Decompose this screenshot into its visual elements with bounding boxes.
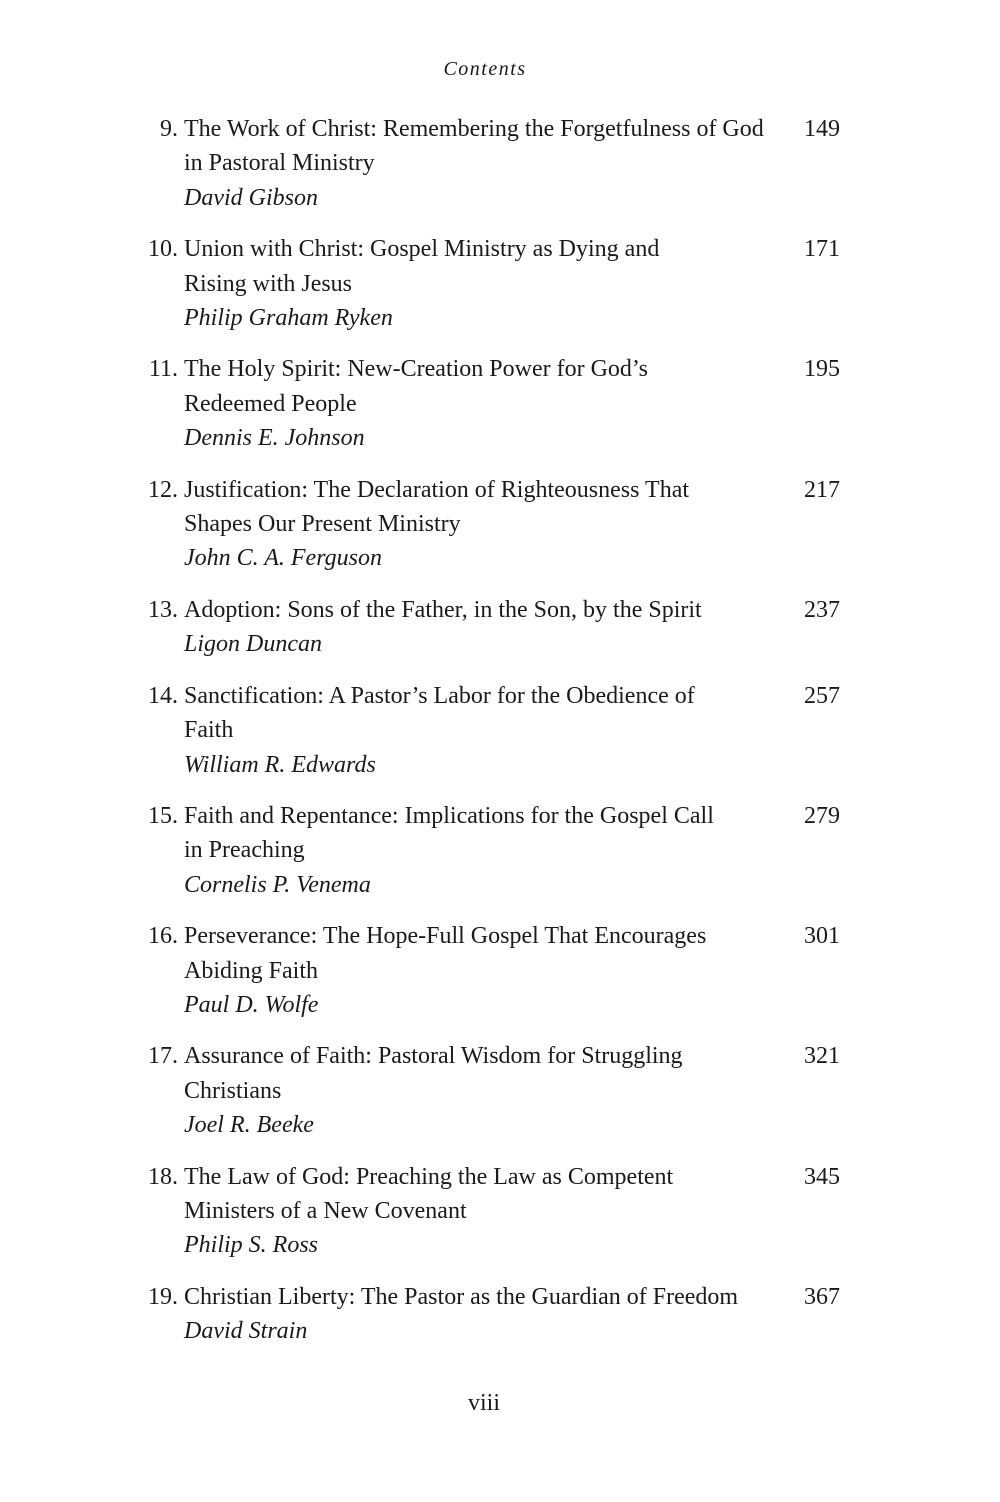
chapter-author: Philip Graham Ryken — [184, 305, 393, 332]
chapter-title: Justification: The Declaration of Righteousness That Shapes Our Present Ministry — [184, 476, 690, 538]
chapter-title: Faith and Repentance: Implications for the Gospel Call in Preaching — [184, 802, 714, 864]
page-number: 367 — [804, 1283, 840, 1310]
page-number: 279 — [804, 802, 840, 829]
toc-entry — [0, 593, 1000, 662]
toc-entry — [0, 473, 1000, 576]
toc-entry — [0, 679, 1000, 782]
toc-entry — [0, 352, 1000, 455]
chapter-title: The Work of Christ: Remembering the Forgetfulness of God in Pastoral Ministry — [184, 116, 764, 177]
chapter-number: 19. — [148, 1283, 178, 1310]
chapter-number: 10. — [148, 236, 178, 263]
chapter-author: William R. Edwards — [184, 751, 376, 778]
page-folio: viii — [467, 1390, 500, 1416]
chapter-number: 18. — [148, 1163, 178, 1190]
chapter-author: David Gibson — [184, 184, 318, 211]
chapter-author: Ligon Duncan — [184, 631, 322, 658]
toc-entry — [0, 1160, 1000, 1263]
chapter-author: Cornelis P. Venema — [184, 871, 371, 898]
chapter-title: Perseverance: The Hope-Full Gospel That Encourages Abiding Faith — [184, 923, 707, 984]
chapter-number: 15. — [148, 802, 178, 829]
toc-entry — [0, 112, 1000, 215]
chapter-number: 12. — [148, 476, 178, 503]
toc-entry — [0, 232, 1000, 335]
chapter-author: Philip S. Ross — [184, 1232, 319, 1259]
chapter-number: 17. — [148, 1043, 178, 1070]
chapter-number: 9. — [160, 116, 178, 142]
chapter-author: David Strain — [184, 1318, 308, 1345]
table-of-contents — [0, 112, 1000, 1366]
toc-entry — [0, 919, 1000, 1022]
page-number: 321 — [804, 1043, 840, 1070]
toc-entry — [0, 1280, 1000, 1349]
chapter-author: Joel R. Beeke — [184, 1112, 314, 1139]
page-number: 171 — [804, 236, 840, 263]
chapter-title: Assurance of Faith: Pastoral Wisdom for Struggling Christians — [184, 1043, 683, 1104]
chapter-number: 14. — [148, 682, 178, 709]
page-number: 345 — [804, 1163, 840, 1190]
page-number: 237 — [804, 596, 840, 623]
running-head: Contents — [443, 58, 527, 80]
chapter-title: Christian Liberty: The Pastor as the Guardian of Freedom — [184, 1283, 739, 1310]
toc-entry — [0, 1039, 1000, 1142]
chapter-author: Dennis E. Johnson — [184, 425, 365, 452]
page-number: 301 — [804, 923, 840, 950]
chapter-author: Paul D. Wolfe — [184, 991, 319, 1018]
chapter-title: Adoption: Sons of the Father, in the Son, by the Spirit — [184, 596, 702, 623]
chapter-title: The Holy Spirit: New-Creation Power for God’s Redeemed People — [184, 356, 648, 417]
chapter-author: John C. A. Ferguson — [184, 545, 382, 572]
chapter-number: 11. — [148, 356, 178, 383]
page-number: 257 — [804, 682, 840, 709]
page-number: 195 — [804, 356, 840, 383]
chapter-title: Sanctification: A Pastor’s Labor for the Obedience of Faith — [184, 682, 695, 744]
chapter-title: Union with Christ: Gospel Ministry as Dying and Rising with Jesus — [184, 236, 660, 297]
chapter-title: The Law of God: Preaching the Law as Competent Ministers of a New Covenant — [184, 1163, 674, 1224]
chapter-number: 13. — [148, 596, 178, 623]
chapter-number: 16. — [148, 923, 178, 950]
toc-entry — [0, 799, 1000, 902]
page-number: 149 — [804, 116, 840, 142]
page-number: 217 — [804, 476, 840, 503]
